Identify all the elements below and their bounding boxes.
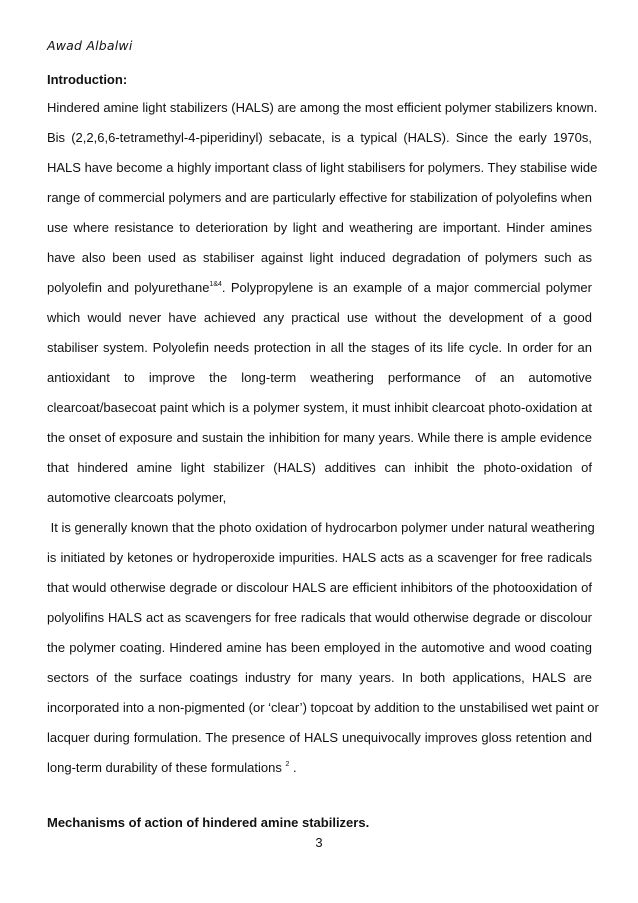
body-line: have also been used as stabiliser against light induced degradation of polymers such as (47, 250, 592, 265)
body-line: that hindered amine light stabilizer (HALS) additives can inhibit the photo-oxidation of (47, 460, 592, 475)
body-line: automotive clearcoats polymer, (47, 490, 227, 505)
body-line: that would otherwise degrade or discolour HALS are efficient inhibitors of the photooxidation of (47, 580, 592, 595)
body-line: clearcoat/basecoat paint which is a polymer system, it must inhibit clearcoat photo-oxidation at (47, 400, 592, 415)
body-line: the polymer coating. Hindered amine has been employed in the automotive and wood coating (47, 640, 592, 655)
mechanisms-heading: Mechanisms of action of hindered amine stabilizers. (47, 815, 370, 830)
body-line: sectors of the surface coatings industry for many years. In both applications, HALS are (47, 670, 592, 685)
body-line: Bis (2,2,6,6-tetramethyl-4-piperidinyl) sebacate, is a typical (HALS). Since the early 1970s, (47, 130, 592, 145)
body-line: lacquer during formulation. The presence of HALS unequivocally improves gloss retention and (47, 730, 592, 745)
citation-superscript: 1&4 (209, 281, 222, 288)
body-line: range of commercial polymers and are particularly effective for stabilization of polyolefins when (47, 190, 592, 205)
line-text: long-term durability of these formulations (47, 760, 286, 775)
body-line: It is generally known that the photo oxidation of hydrocarbon polymer under natural weathering (47, 520, 595, 535)
line-text: . (289, 760, 297, 775)
body-line: the onset of exposure and sustain the inhibition for many years. While there is ample evidence (47, 430, 592, 445)
body-line: polyolifins HALS act as scavengers for free radicals that would otherwise degrade or discolour (47, 610, 592, 625)
introduction-heading: Introduction: (47, 72, 128, 87)
author-name: Awad Albalwi (47, 38, 133, 53)
body-line: is initiated by ketones or hydroperoxide impurities. HALS acts as a scavenger for free radicals (47, 550, 592, 565)
body-line: use where resistance to deterioration by light and weathering are important. Hinder amines (47, 220, 592, 235)
body-line: HALS have become a highly important class of light stabilisers for polymers. They stabilise wide (47, 160, 598, 175)
line-text: polyolefin and polyurethane (47, 280, 210, 295)
body-line: Hindered amine light stabilizers (HALS) are among the most efficient polymer stabilizers known. (47, 100, 598, 115)
body-line-with-citation (47, 760, 592, 776)
page-number: 3 (315, 835, 323, 850)
citation-superscript: 2 (285, 761, 290, 768)
line-text: . Polypropylene is an example of a major commercial polymer (221, 280, 592, 295)
body-line: antioxidant to improve the long-term weathering performance of an automotive (47, 370, 592, 385)
body-line: which would never have achieved any practical use without the development of a good (47, 310, 592, 325)
body-line: incorporated into a non-pigmented (or ‘clear’) topcoat by addition to the unstabilised wet paint or (47, 700, 599, 715)
body-line: stabiliser system. Polyolefin needs protection in all the stages of its life cycle. In order for an (47, 340, 592, 355)
body-line-with-citation (47, 280, 592, 296)
